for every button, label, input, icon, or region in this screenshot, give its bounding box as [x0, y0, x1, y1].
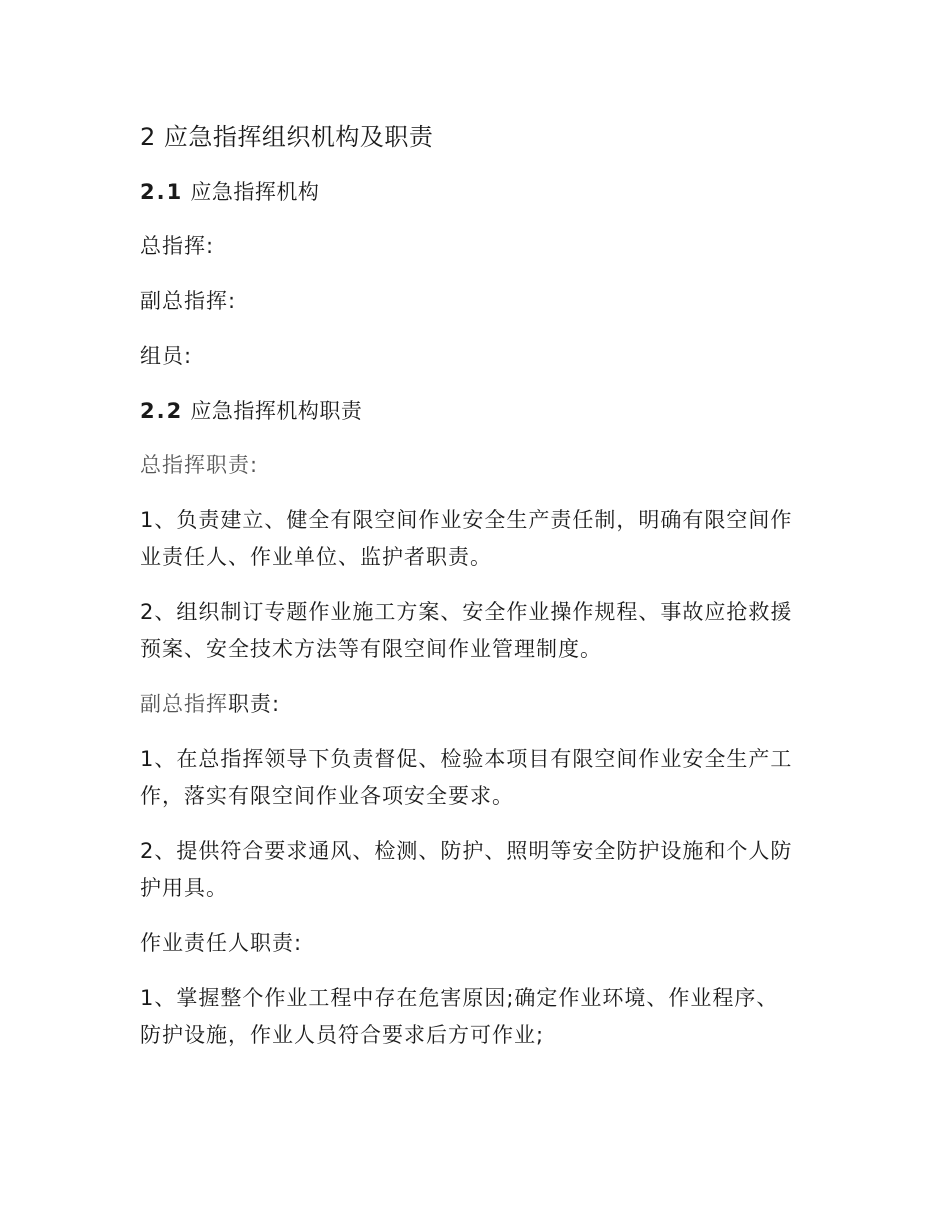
- vice-duties-label-suffix: 职责:: [228, 692, 281, 716]
- commander-duties-label: 总指挥职责:: [140, 453, 259, 477]
- role-vice-commander: 副总指挥:: [140, 289, 237, 313]
- section-number: 2.2: [140, 399, 184, 423]
- vice-duty-item-2: 2、提供符合要求通风、检测、防护、照明等安全防护设施和个人防护用具。: [140, 839, 793, 900]
- role-members: 组员:: [140, 344, 193, 368]
- section-number: 2.1: [140, 180, 184, 204]
- role-commander: 总指挥:: [140, 234, 215, 258]
- vice-duty-item-1: 1、在总指挥领导下负责督促、检验本项目有限空间作业安全生产工作，落实有限空间作业各项安全要求。: [140, 747, 793, 808]
- heading-section-2: 2 应急指挥组织机构及职责: [140, 123, 434, 151]
- heading-section-2-1: [140, 174, 800, 210]
- responsible-duty-item-1: 1、掌握整个作业工程中存在危害原因;确定作业环境、作业程序、防护设施，作业人员符合要求后方可作业;: [140, 986, 779, 1047]
- vice-duties-label: [140, 686, 800, 723]
- commander-duty-item-2: 2、组织制订专题作业施工方案、安全作业操作规程、事故应抢救援预案、安全技术方法等有限空间作业管理制度。: [140, 600, 793, 661]
- section-title: 应急指挥机构职责: [190, 399, 363, 423]
- section-title: 应急指挥机构: [190, 180, 320, 204]
- heading-section-2-2: [140, 393, 800, 429]
- responsible-duties-label: 作业责任人职责:: [140, 931, 303, 955]
- document-page: [140, 118, 800, 1072]
- commander-duty-item-1: 1、负责建立、健全有限空间作业安全生产责任制，明确有限空间作业责任人、作业单位、监护者职责。: [140, 508, 793, 569]
- vice-duties-label-role: 副总指挥: [140, 692, 228, 716]
